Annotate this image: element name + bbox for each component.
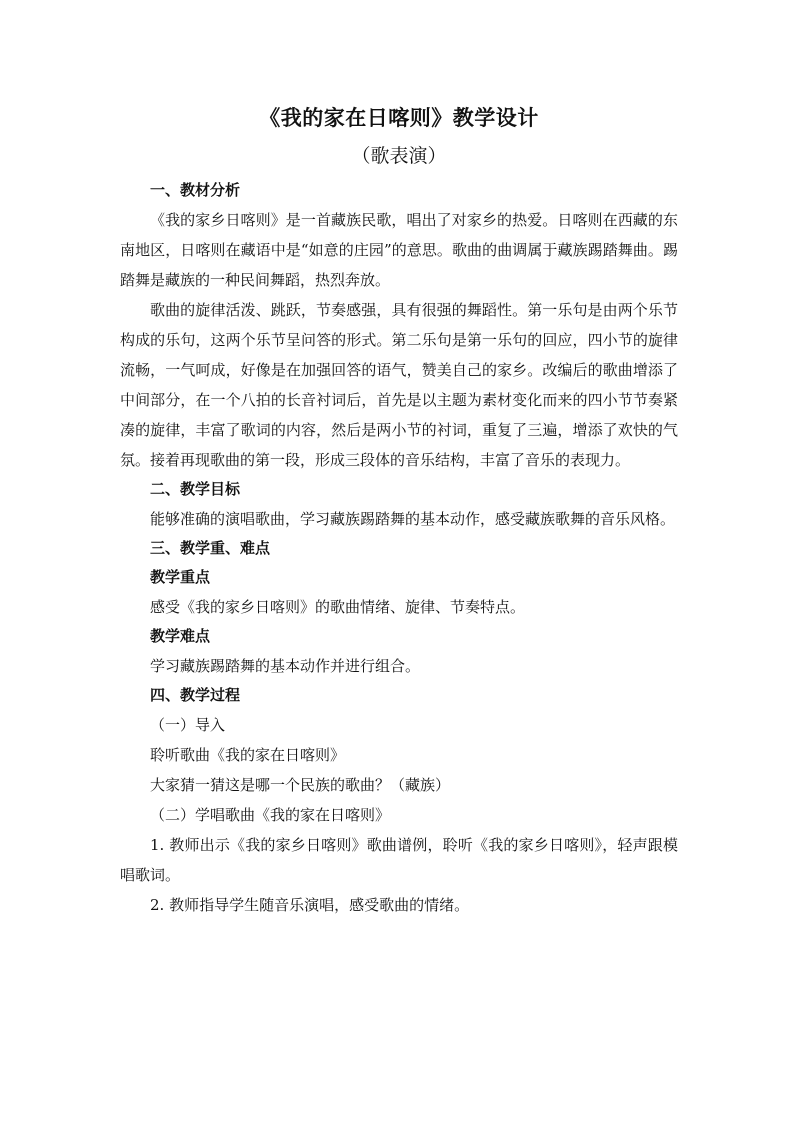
paragraph-materials-1: 《我的家乡日喀则》是一首藏族民歌，唱出了对家乡的热爱。日喀则在西藏的东南地区，日喀则在藏语中是“如意的庄园”的意思。歌曲的曲调属于藏族踢踏舞曲。踢踏舞是藏族的一种民间舞蹈，热烈奔放。 xyxy=(120,211,678,289)
section-heading-materials: 一、教材分析 xyxy=(150,181,241,199)
section-heading-goals: 二、教学目标 xyxy=(150,480,241,498)
page-title: 《我的家在日喀则》教学设计 xyxy=(259,105,539,130)
text-difficulty: 学习藏族踢踏舞的基本动作并进行组合。 xyxy=(150,657,421,675)
paragraph-materials-2: 歌曲的旋律活泼、跳跃，节奏感强，具有很强的舞蹈性。第一乐句是由两个乐节构成的乐句，这两个乐节呈问答的形式。第二乐句是第一乐句的回应，四小节的旋律流畅，一气呵成，好像是在加强回答的语气，赞美自己的家乡。改编后的歌曲增添了中间部分，在一个八拍的长音衬词后，首先是以主题为素材变化而来的四小节节奏紧凑的旋律，丰富了歌词的内容，然后是两小节的衬词，重复了三遍，增添了欢快的气氛。接着再现歌曲的第一段，形成三段体的音乐结构，丰富了音乐的表现力。 xyxy=(120,301,678,469)
step-learn-heading: （二）学唱歌曲《我的家在日喀则》 xyxy=(150,806,391,824)
step-intro-line-1: 聆听歌曲《我的家在日喀则》 xyxy=(150,746,346,764)
step-intro-line-2: 大家猜一猜这是哪一个民族的歌曲？（藏族） xyxy=(150,776,451,794)
section-heading-key-points: 三、教学重、难点 xyxy=(150,539,271,557)
step-intro-heading: （一）导入 xyxy=(150,716,226,734)
section-heading-process: 四、教学过程 xyxy=(150,686,241,704)
paragraph-goals: 能够准确的演唱歌曲，学习藏族踢踏舞的基本动作，感受藏族歌舞的音乐风格。 xyxy=(150,510,676,528)
subheading-difficulty: 教学难点 xyxy=(150,627,211,645)
step-learn-item-2: 2. 教师指导学生随音乐演唱，感受歌曲的情绪。 xyxy=(150,896,470,914)
page-subtitle: （歌表演） xyxy=(351,145,447,167)
text-key-point: 感受《我的家乡日喀则》的歌曲情绪、旋律、节奏特点。 xyxy=(150,598,526,616)
subheading-key-point: 教学重点 xyxy=(150,568,211,586)
step-learn-item-1: 1. 教师出示《我的家乡日喀则》歌曲谱例，聆听《我的家乡日喀则》，轻声跟模唱歌词。 xyxy=(120,836,678,884)
